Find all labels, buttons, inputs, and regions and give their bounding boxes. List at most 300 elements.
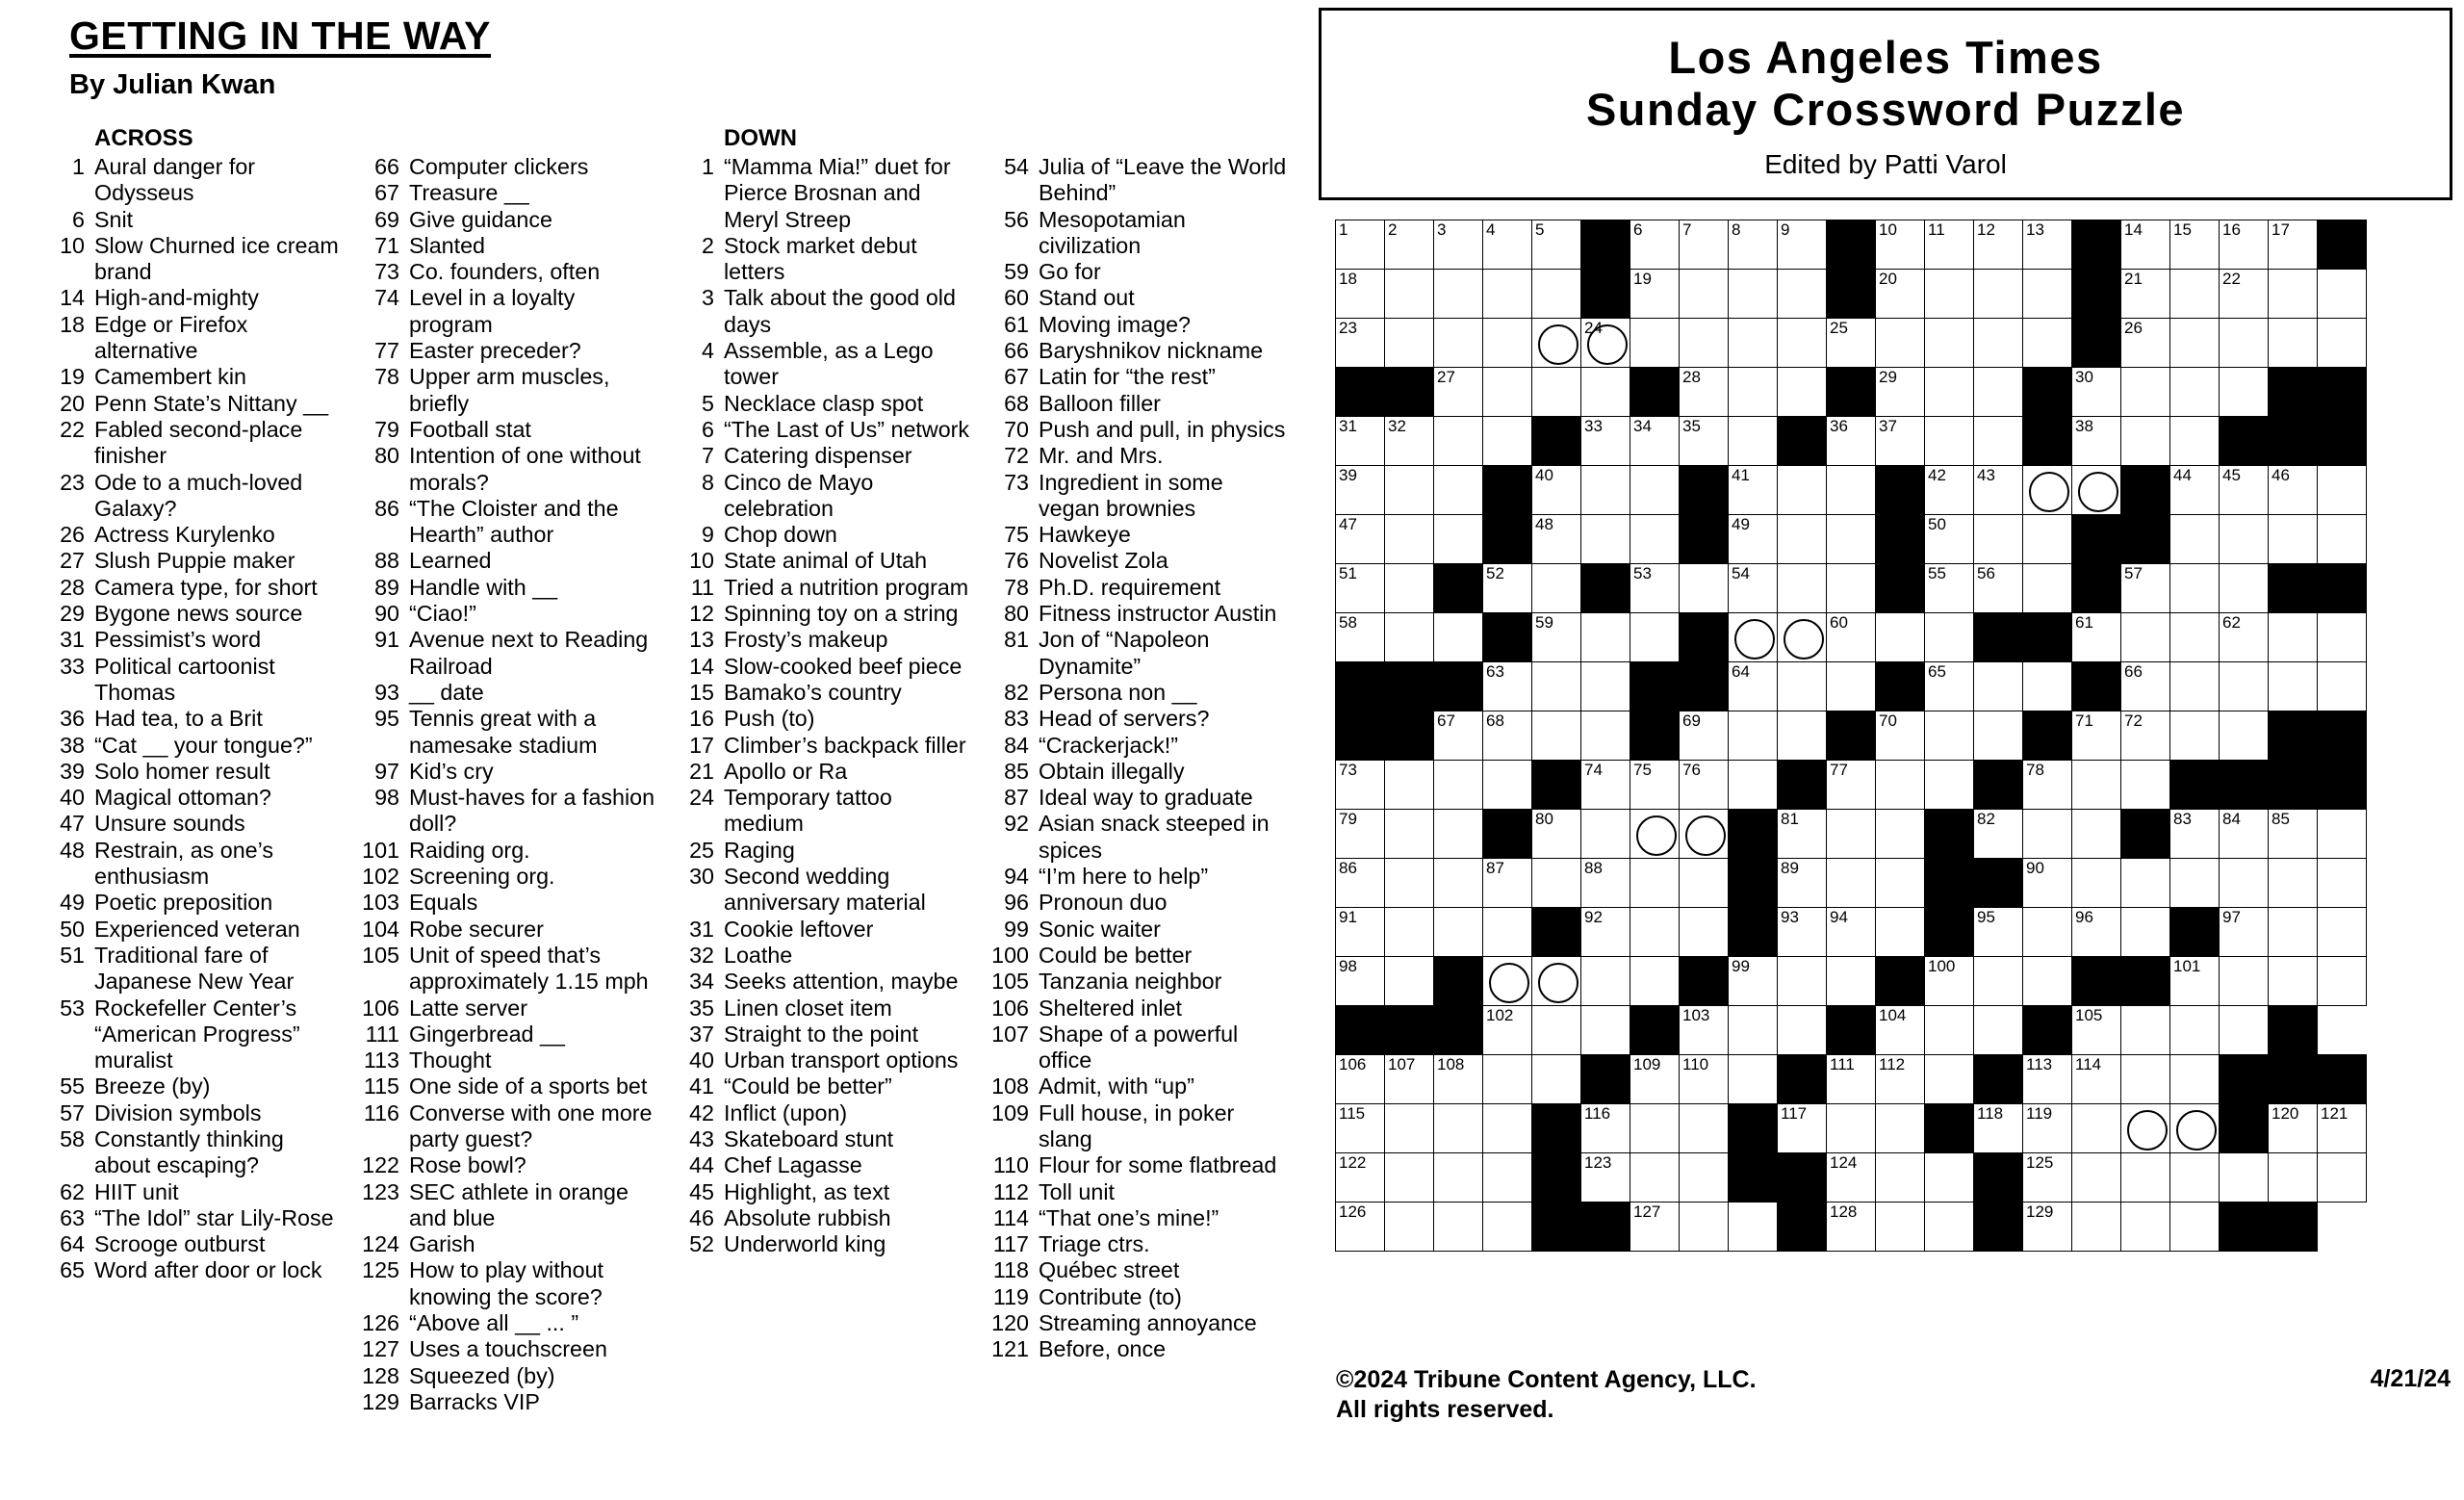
- grid-cell[interactable]: [1483, 1104, 1532, 1153]
- grid-cell[interactable]: [2023, 662, 2072, 711]
- grid-cell[interactable]: [2023, 1203, 2072, 1252]
- grid-cell[interactable]: [1434, 368, 1483, 417]
- grid-cell[interactable]: [1532, 662, 1581, 711]
- clue-item[interactable]: [668, 338, 973, 391]
- grid-cell[interactable]: [2318, 1104, 2367, 1153]
- grid-cell[interactable]: [2121, 220, 2170, 270]
- grid-cell[interactable]: [2220, 1153, 2269, 1203]
- grid-cell[interactable]: [2121, 1153, 2170, 1203]
- clue-item[interactable]: [353, 548, 658, 574]
- grid-cell[interactable]: [1385, 515, 1434, 564]
- grid-cell[interactable]: [2170, 515, 2220, 564]
- clue-item[interactable]: [668, 1152, 973, 1178]
- grid-cell[interactable]: [2121, 859, 2170, 908]
- grid-cell[interactable]: [2072, 908, 2121, 957]
- clue-item[interactable]: [38, 1205, 344, 1231]
- grid-cell[interactable]: [2170, 1006, 2220, 1055]
- grid-cell[interactable]: [1680, 1203, 1729, 1252]
- grid-cell[interactable]: [1925, 368, 1974, 417]
- grid-cell[interactable]: [2121, 761, 2170, 810]
- grid-cell[interactable]: [2170, 417, 2220, 466]
- clue-item[interactable]: [983, 1310, 1288, 1336]
- grid-cell[interactable]: [1680, 711, 1729, 761]
- grid-cell[interactable]: [2269, 270, 2318, 319]
- clue-item[interactable]: [668, 654, 973, 680]
- grid-cell[interactable]: [1778, 1104, 1827, 1153]
- grid-cell[interactable]: [2318, 270, 2367, 319]
- grid-cell[interactable]: [2121, 368, 2170, 417]
- grid-cell[interactable]: [1581, 319, 1630, 368]
- clue-item[interactable]: [353, 1152, 658, 1178]
- clue-item[interactable]: [668, 1231, 973, 1257]
- grid-cell[interactable]: [2121, 564, 2170, 613]
- clue-item[interactable]: [668, 470, 973, 523]
- grid-cell[interactable]: [2220, 368, 2269, 417]
- clue-item[interactable]: [38, 706, 344, 732]
- clue-item[interactable]: [983, 1022, 1288, 1074]
- grid-cell[interactable]: [2269, 957, 2318, 1006]
- grid-cell[interactable]: [1925, 1055, 1974, 1104]
- clue-item[interactable]: [353, 180, 658, 206]
- grid-cell[interactable]: [1876, 1055, 1925, 1104]
- grid-cell[interactable]: [2318, 859, 2367, 908]
- grid-cell[interactable]: [1434, 613, 1483, 662]
- grid-cell[interactable]: [1336, 270, 1385, 319]
- grid-cell[interactable]: [1385, 417, 1434, 466]
- clue-item[interactable]: [983, 443, 1288, 469]
- clue-item[interactable]: [983, 864, 1288, 890]
- clue-item[interactable]: [668, 680, 973, 706]
- grid-cell[interactable]: [2023, 270, 2072, 319]
- grid-cell[interactable]: [2170, 220, 2220, 270]
- grid-cell[interactable]: [2072, 1055, 2121, 1104]
- grid-cell[interactable]: [1925, 761, 1974, 810]
- grid-cell[interactable]: [1680, 1153, 1729, 1203]
- grid-cell[interactable]: [1876, 1203, 1925, 1252]
- grid-cell[interactable]: [1827, 613, 1876, 662]
- clue-item[interactable]: [983, 522, 1288, 548]
- grid-cell[interactable]: [2269, 810, 2318, 859]
- grid-cell[interactable]: [1581, 417, 1630, 466]
- grid-cell[interactable]: [2170, 1203, 2220, 1252]
- grid-cell[interactable]: [1336, 613, 1385, 662]
- grid-cell[interactable]: [1778, 466, 1827, 515]
- grid-cell[interactable]: [1778, 1006, 1827, 1055]
- grid-cell[interactable]: [1336, 1153, 1385, 1203]
- grid-cell[interactable]: [2269, 515, 2318, 564]
- clue-item[interactable]: [38, 733, 344, 759]
- grid-cell[interactable]: [1729, 613, 1778, 662]
- grid-cell[interactable]: [1876, 220, 1925, 270]
- grid-cell[interactable]: [1827, 319, 1876, 368]
- clue-item[interactable]: [353, 1389, 658, 1415]
- clue-item[interactable]: [668, 575, 973, 601]
- grid-cell[interactable]: [1827, 1055, 1876, 1104]
- grid-cell[interactable]: [1483, 1055, 1532, 1104]
- grid-cell[interactable]: [2318, 810, 2367, 859]
- clue-item[interactable]: [38, 312, 344, 365]
- clue-item[interactable]: [353, 364, 658, 417]
- grid-cell[interactable]: [1925, 1203, 1974, 1252]
- grid-cell[interactable]: [1925, 319, 1974, 368]
- grid-cell[interactable]: [1925, 711, 1974, 761]
- grid-cell[interactable]: [1630, 564, 1680, 613]
- grid-cell[interactable]: [1434, 908, 1483, 957]
- grid-cell[interactable]: [1630, 466, 1680, 515]
- grid-cell[interactable]: [1581, 957, 1630, 1006]
- grid-cell[interactable]: [1630, 761, 1680, 810]
- clue-item[interactable]: [983, 1257, 1288, 1283]
- grid-cell[interactable]: [1581, 761, 1630, 810]
- clue-item[interactable]: [983, 996, 1288, 1022]
- clue-item[interactable]: [353, 154, 658, 180]
- clue-item[interactable]: [668, 996, 973, 1022]
- grid-cell[interactable]: [1385, 1055, 1434, 1104]
- grid-cell[interactable]: [2072, 1203, 2121, 1252]
- grid-cell[interactable]: [1483, 761, 1532, 810]
- grid-cell[interactable]: [1385, 1153, 1434, 1203]
- clue-item[interactable]: [353, 943, 658, 996]
- grid-cell[interactable]: [1630, 515, 1680, 564]
- grid-cell[interactable]: [1925, 466, 1974, 515]
- grid-cell[interactable]: [1876, 417, 1925, 466]
- clue-item[interactable]: [353, 864, 658, 890]
- clue-item[interactable]: [668, 759, 973, 785]
- clue-item[interactable]: [983, 1152, 1288, 1178]
- grid-cell[interactable]: [1630, 319, 1680, 368]
- grid-cell[interactable]: [1876, 613, 1925, 662]
- clue-item[interactable]: [668, 522, 973, 548]
- grid-cell[interactable]: [1925, 613, 1974, 662]
- grid-cell[interactable]: [1729, 662, 1778, 711]
- grid-cell[interactable]: [1925, 417, 1974, 466]
- grid-cell[interactable]: [2023, 761, 2072, 810]
- grid-cell[interactable]: [1778, 613, 1827, 662]
- clue-item[interactable]: [38, 785, 344, 811]
- clue-item[interactable]: [38, 1257, 344, 1283]
- grid-cell[interactable]: [1778, 711, 1827, 761]
- grid-cell[interactable]: [1729, 270, 1778, 319]
- grid-cell[interactable]: [1434, 220, 1483, 270]
- clue-item[interactable]: [668, 785, 973, 838]
- grid-cell[interactable]: [2220, 220, 2269, 270]
- grid-cell[interactable]: [2072, 1104, 2121, 1153]
- clue-item[interactable]: [38, 364, 344, 390]
- grid-cell[interactable]: [1630, 1055, 1680, 1104]
- grid-cell[interactable]: [1385, 466, 1434, 515]
- grid-cell[interactable]: [2170, 1104, 2220, 1153]
- grid-cell[interactable]: [1336, 957, 1385, 1006]
- grid-cell[interactable]: [2318, 1153, 2367, 1203]
- clue-item[interactable]: [353, 443, 658, 496]
- grid-cell[interactable]: [1336, 564, 1385, 613]
- grid-cell[interactable]: [1483, 1153, 1532, 1203]
- grid-cell[interactable]: [1630, 220, 1680, 270]
- clue-item[interactable]: [353, 785, 658, 838]
- clue-item[interactable]: [38, 943, 344, 996]
- grid-cell[interactable]: [1827, 810, 1876, 859]
- grid-cell[interactable]: [2220, 564, 2269, 613]
- grid-cell[interactable]: [2318, 613, 2367, 662]
- clue-item[interactable]: [983, 706, 1288, 732]
- grid-cell[interactable]: [1680, 564, 1729, 613]
- grid-cell[interactable]: [1434, 1104, 1483, 1153]
- grid-cell[interactable]: [1827, 761, 1876, 810]
- grid-cell[interactable]: [1385, 859, 1434, 908]
- grid-cell[interactable]: [2220, 515, 2269, 564]
- grid-cell[interactable]: [1778, 270, 1827, 319]
- grid-cell[interactable]: [1876, 908, 1925, 957]
- clue-item[interactable]: [983, 1284, 1288, 1310]
- grid-cell[interactable]: [1974, 1006, 2023, 1055]
- grid-cell[interactable]: [1680, 220, 1729, 270]
- clue-item[interactable]: [668, 154, 973, 233]
- grid-cell[interactable]: [2023, 1104, 2072, 1153]
- clue-item[interactable]: [983, 890, 1288, 916]
- grid-cell[interactable]: [2121, 613, 2170, 662]
- grid-cell[interactable]: [2121, 1203, 2170, 1252]
- grid-cell[interactable]: [1581, 810, 1630, 859]
- grid-cell[interactable]: [1336, 220, 1385, 270]
- grid-cell[interactable]: [1974, 662, 2023, 711]
- grid-cell[interactable]: [1434, 761, 1483, 810]
- grid-cell[interactable]: [1974, 711, 2023, 761]
- grid-cell[interactable]: [2269, 1104, 2318, 1153]
- grid-cell[interactable]: [2220, 270, 2269, 319]
- grid-cell[interactable]: [1434, 810, 1483, 859]
- grid-cell[interactable]: [1434, 711, 1483, 761]
- clue-item[interactable]: [353, 1336, 658, 1362]
- clue-item[interactable]: [983, 338, 1288, 364]
- clue-item[interactable]: [983, 1336, 1288, 1362]
- grid-cell[interactable]: [1385, 270, 1434, 319]
- grid-cell[interactable]: [2170, 1153, 2220, 1203]
- clue-item[interactable]: [353, 1179, 658, 1232]
- grid-cell[interactable]: [2170, 466, 2220, 515]
- clue-item[interactable]: [353, 285, 658, 338]
- clue-item[interactable]: [668, 943, 973, 969]
- grid-cell[interactable]: [1483, 957, 1532, 1006]
- grid-cell[interactable]: [1434, 1153, 1483, 1203]
- grid-cell[interactable]: [1581, 466, 1630, 515]
- grid-cell[interactable]: [2220, 1006, 2269, 1055]
- grid-cell[interactable]: [2220, 319, 2269, 368]
- grid-cell[interactable]: [2269, 613, 2318, 662]
- grid-cell[interactable]: [2269, 908, 2318, 957]
- grid-cell[interactable]: [2072, 1153, 2121, 1203]
- grid-cell[interactable]: [1974, 1104, 2023, 1153]
- grid-cell[interactable]: [2220, 908, 2269, 957]
- grid-cell[interactable]: [1925, 564, 1974, 613]
- grid-cell[interactable]: [1581, 368, 1630, 417]
- clue-item[interactable]: [983, 785, 1288, 811]
- clue-item[interactable]: [983, 1179, 1288, 1205]
- clue-item[interactable]: [38, 575, 344, 601]
- clue-item[interactable]: [668, 733, 973, 759]
- grid-cell[interactable]: [2269, 859, 2318, 908]
- grid-cell[interactable]: [2023, 957, 2072, 1006]
- grid-cell[interactable]: [2170, 270, 2220, 319]
- clue-item[interactable]: [353, 1047, 658, 1073]
- grid-cell[interactable]: [1336, 417, 1385, 466]
- clue-item[interactable]: [353, 680, 658, 706]
- grid-cell[interactable]: [2170, 1055, 2220, 1104]
- clue-item[interactable]: [668, 1022, 973, 1047]
- grid-cell[interactable]: [1925, 662, 1974, 711]
- clue-item[interactable]: [668, 601, 973, 627]
- grid-cell[interactable]: [1630, 613, 1680, 662]
- grid-cell[interactable]: [1925, 957, 1974, 1006]
- grid-cell[interactable]: [1925, 270, 1974, 319]
- grid-cell[interactable]: [1483, 662, 1532, 711]
- grid-cell[interactable]: [1532, 466, 1581, 515]
- grid-cell[interactable]: [2023, 908, 2072, 957]
- grid-cell[interactable]: [1336, 859, 1385, 908]
- grid-cell[interactable]: [1925, 220, 1974, 270]
- clue-item[interactable]: [668, 285, 973, 338]
- grid-cell[interactable]: [1581, 1104, 1630, 1153]
- grid-cell[interactable]: [2269, 319, 2318, 368]
- grid-cell[interactable]: [1336, 761, 1385, 810]
- grid-cell[interactable]: [1483, 270, 1532, 319]
- grid-cell[interactable]: [1630, 417, 1680, 466]
- grid-cell[interactable]: [1876, 270, 1925, 319]
- grid-cell[interactable]: [1630, 810, 1680, 859]
- grid-cell[interactable]: [1336, 810, 1385, 859]
- clue-item[interactable]: [983, 601, 1288, 627]
- grid-cell[interactable]: [1385, 220, 1434, 270]
- clue-item[interactable]: [38, 391, 344, 417]
- grid-cell[interactable]: [2318, 957, 2367, 1006]
- grid-cell[interactable]: [1680, 1006, 1729, 1055]
- grid-cell[interactable]: [2170, 711, 2220, 761]
- clue-item[interactable]: [38, 601, 344, 627]
- grid-cell[interactable]: [1974, 270, 2023, 319]
- clue-item[interactable]: [668, 443, 973, 469]
- clue-item[interactable]: [38, 654, 344, 707]
- grid-cell[interactable]: [1434, 270, 1483, 319]
- clue-item[interactable]: [353, 1100, 658, 1153]
- grid-cell[interactable]: [1581, 859, 1630, 908]
- clue-item[interactable]: [353, 601, 658, 627]
- grid-cell[interactable]: [1925, 515, 1974, 564]
- grid-cell[interactable]: [1385, 761, 1434, 810]
- grid-cell[interactable]: [1532, 1006, 1581, 1055]
- grid-cell[interactable]: [2170, 662, 2220, 711]
- clue-item[interactable]: [668, 1047, 973, 1073]
- grid-cell[interactable]: [1974, 908, 2023, 957]
- grid-cell[interactable]: [2023, 859, 2072, 908]
- grid-cell[interactable]: [2220, 957, 2269, 1006]
- grid-cell[interactable]: [2023, 1153, 2072, 1203]
- clue-item[interactable]: [353, 1073, 658, 1099]
- grid-cell[interactable]: [2023, 1055, 2072, 1104]
- clue-item[interactable]: [353, 996, 658, 1022]
- grid-cell[interactable]: [1778, 908, 1827, 957]
- grid-cell[interactable]: [1532, 368, 1581, 417]
- grid-cell[interactable]: [1729, 220, 1778, 270]
- grid-cell[interactable]: [1778, 220, 1827, 270]
- grid-cell[interactable]: [2121, 270, 2170, 319]
- grid-cell[interactable]: [2072, 1006, 2121, 1055]
- grid-cell[interactable]: [2072, 810, 2121, 859]
- clue-item[interactable]: [983, 1073, 1288, 1099]
- grid-cell[interactable]: [1876, 368, 1925, 417]
- grid-cell[interactable]: [2023, 810, 2072, 859]
- grid-cell[interactable]: [2220, 613, 2269, 662]
- clue-item[interactable]: [38, 917, 344, 943]
- grid-cell[interactable]: [1532, 515, 1581, 564]
- clue-item[interactable]: [38, 838, 344, 891]
- clue-item[interactable]: [983, 259, 1288, 285]
- grid-cell[interactable]: [1434, 1203, 1483, 1252]
- grid-cell[interactable]: [2269, 220, 2318, 270]
- clue-item[interactable]: [668, 417, 973, 443]
- grid-cell[interactable]: [2023, 319, 2072, 368]
- grid-cell[interactable]: [1925, 1006, 1974, 1055]
- grid-cell[interactable]: [2023, 466, 2072, 515]
- clue-item[interactable]: [353, 496, 658, 549]
- grid-cell[interactable]: [2072, 466, 2121, 515]
- grid-cell[interactable]: [1729, 515, 1778, 564]
- clue-item[interactable]: [353, 207, 658, 233]
- grid-cell[interactable]: [2121, 1104, 2170, 1153]
- grid-cell[interactable]: [1581, 711, 1630, 761]
- grid-cell[interactable]: [1974, 466, 2023, 515]
- grid-cell[interactable]: [2170, 368, 2220, 417]
- clue-item[interactable]: [983, 548, 1288, 574]
- grid-cell[interactable]: [1336, 1203, 1385, 1252]
- grid-cell[interactable]: [1336, 908, 1385, 957]
- grid-cell[interactable]: [2170, 564, 2220, 613]
- grid-cell[interactable]: [1680, 859, 1729, 908]
- grid-cell[interactable]: [1483, 319, 1532, 368]
- grid-cell[interactable]: [1827, 466, 1876, 515]
- clue-item[interactable]: [38, 1231, 344, 1257]
- clue-item[interactable]: [668, 1100, 973, 1126]
- grid-cell[interactable]: [1385, 908, 1434, 957]
- grid-cell[interactable]: [1336, 1055, 1385, 1104]
- grid-cell[interactable]: [2318, 908, 2367, 957]
- grid-cell[interactable]: [2170, 957, 2220, 1006]
- clue-item[interactable]: [38, 285, 344, 311]
- grid-cell[interactable]: [1483, 417, 1532, 466]
- grid-cell[interactable]: [1483, 368, 1532, 417]
- clue-item[interactable]: [38, 470, 344, 523]
- clue-item[interactable]: [983, 917, 1288, 943]
- grid-cell[interactable]: [1532, 270, 1581, 319]
- grid-cell[interactable]: [1778, 564, 1827, 613]
- clue-item[interactable]: [983, 969, 1288, 995]
- clue-item[interactable]: [353, 627, 658, 680]
- crossword-grid[interactable]: [1335, 220, 2367, 1252]
- grid-cell[interactable]: [1876, 1006, 1925, 1055]
- grid-cell[interactable]: [2121, 417, 2170, 466]
- clue-item[interactable]: [983, 312, 1288, 338]
- clue-item[interactable]: [353, 838, 658, 864]
- grid-cell[interactable]: [2170, 859, 2220, 908]
- grid-cell[interactable]: [1729, 761, 1778, 810]
- grid-cell[interactable]: [1630, 1153, 1680, 1203]
- clue-item[interactable]: [353, 338, 658, 364]
- clue-item[interactable]: [983, 154, 1288, 207]
- grid-cell[interactable]: [2072, 859, 2121, 908]
- grid-cell[interactable]: [1680, 270, 1729, 319]
- clue-item[interactable]: [353, 417, 658, 443]
- grid-cell[interactable]: [1680, 1104, 1729, 1153]
- grid-cell[interactable]: [1680, 810, 1729, 859]
- grid-cell[interactable]: [1827, 908, 1876, 957]
